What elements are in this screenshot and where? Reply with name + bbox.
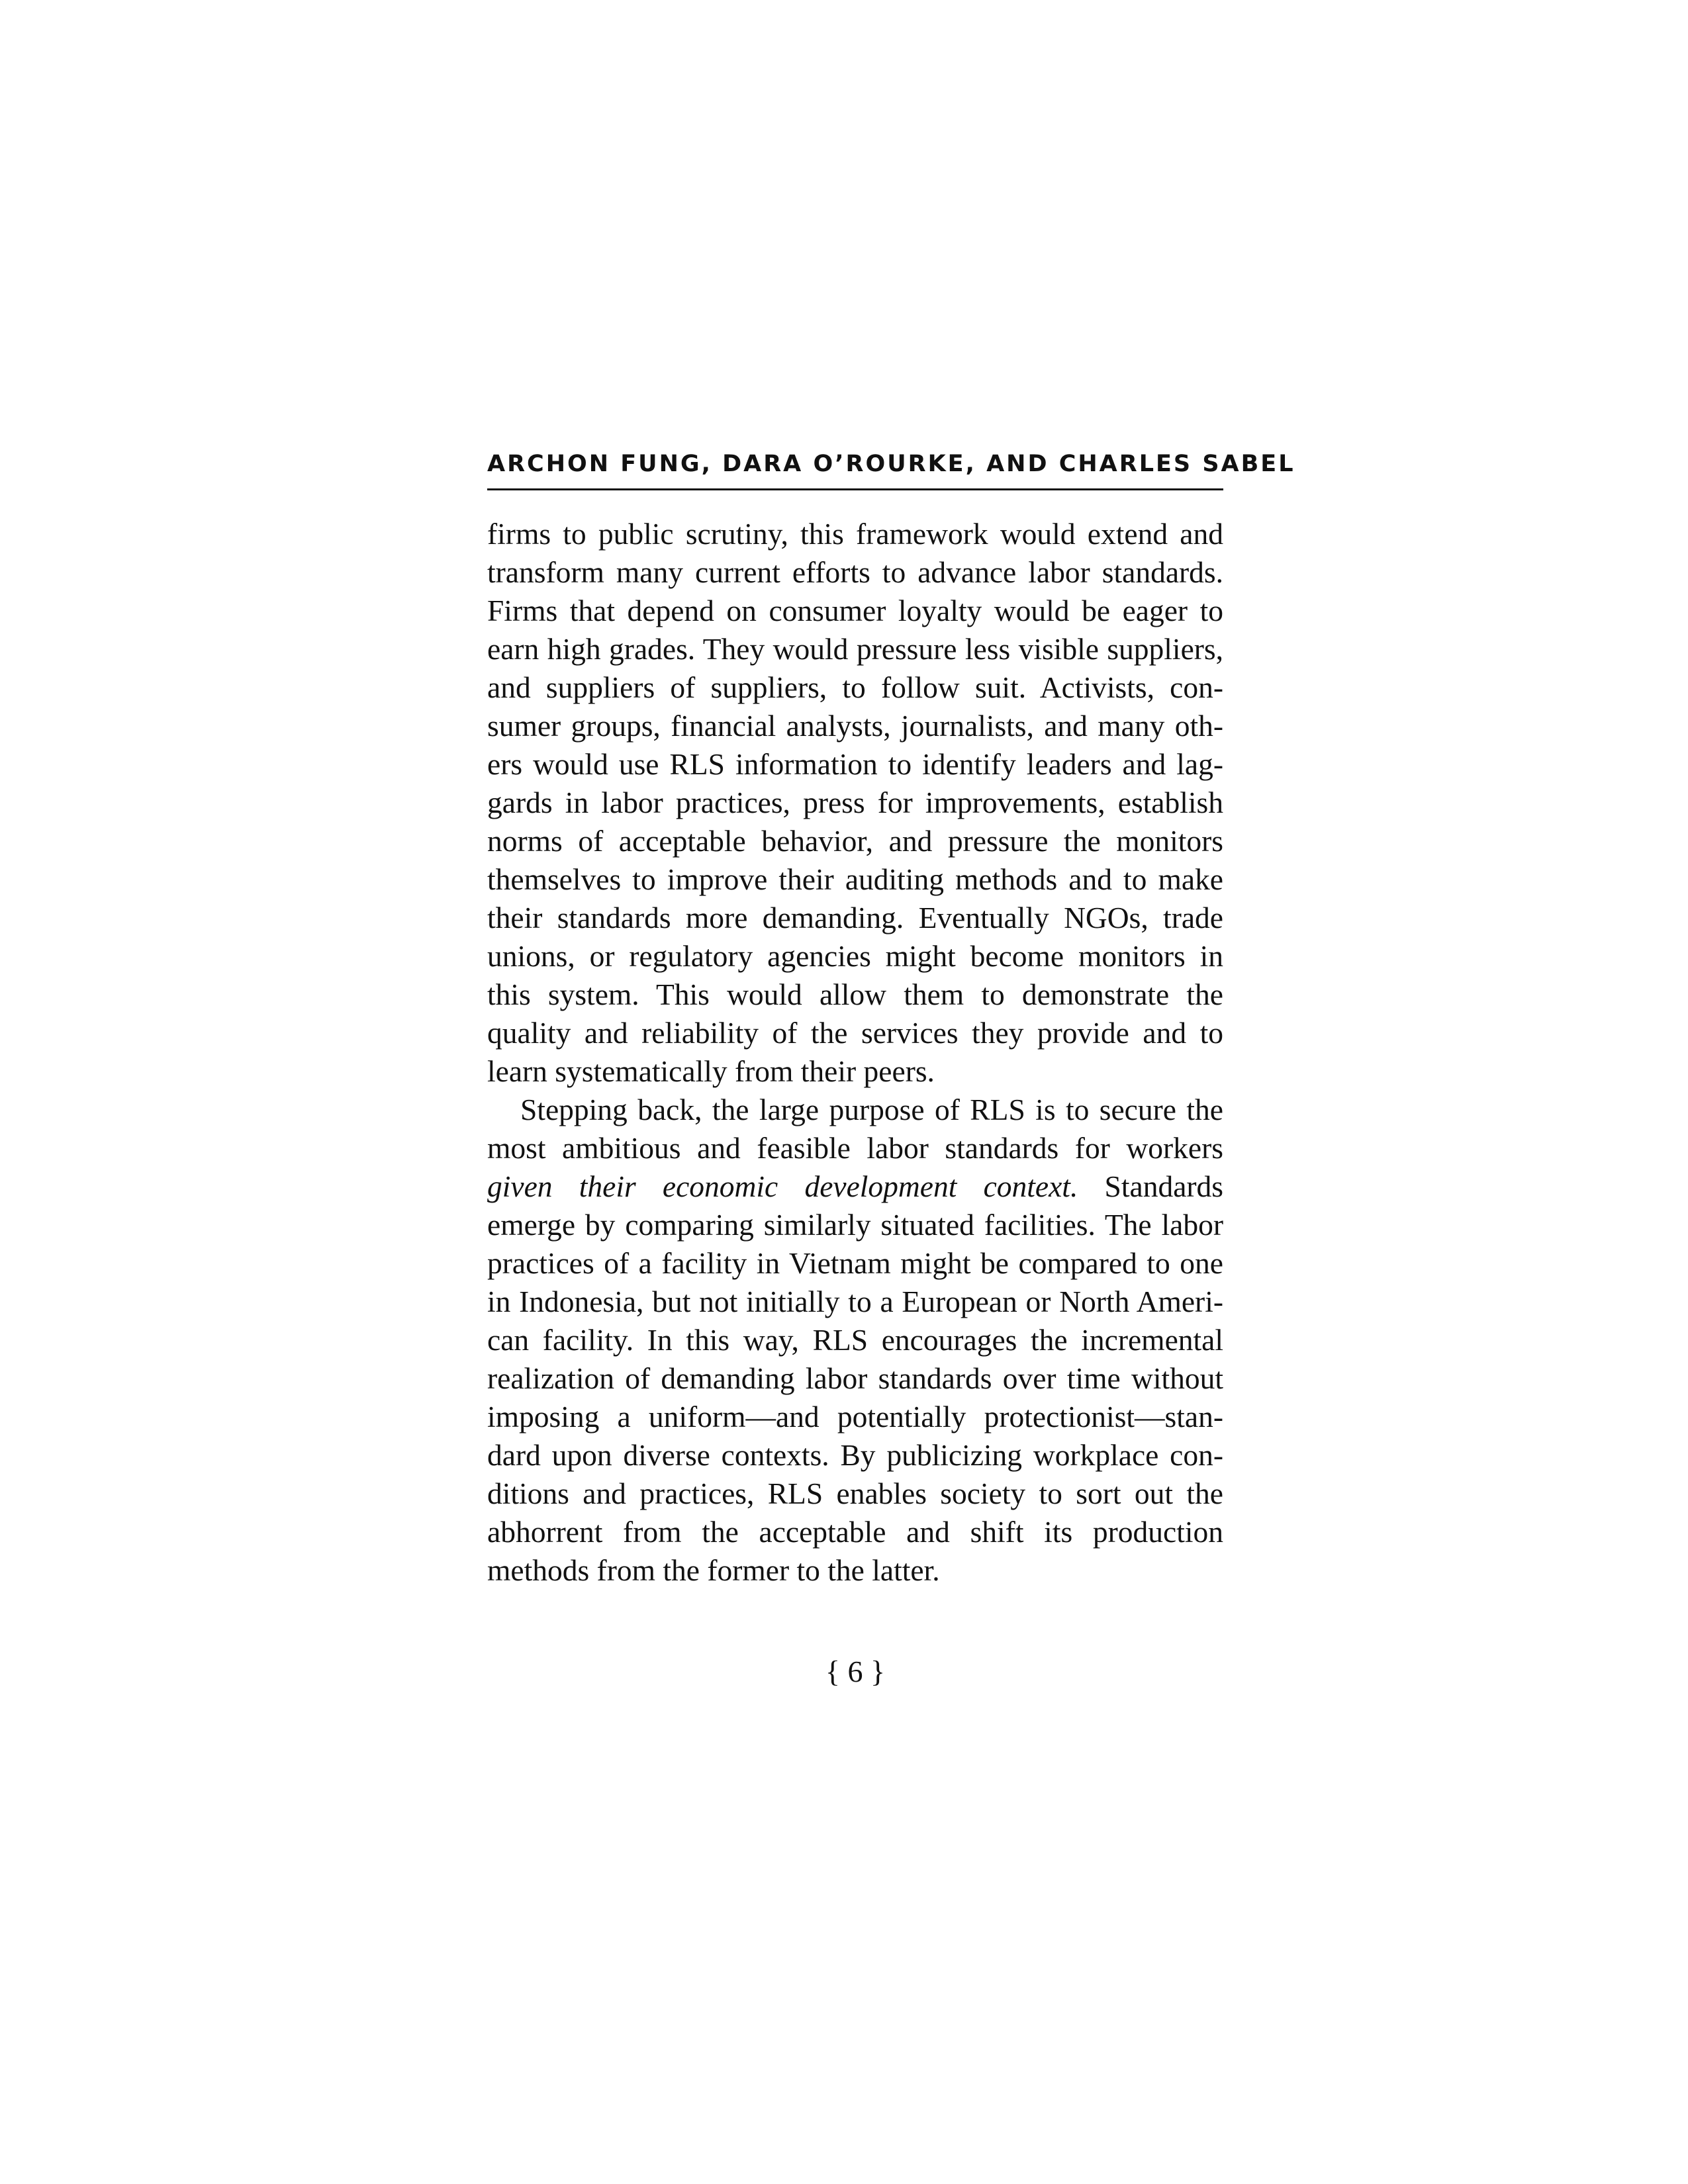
header-rule (487, 488, 1223, 490)
running-head: ARCHON FUNG, DARA O’ROURKE, AND CHARLES SABEL (487, 451, 1295, 477)
paragraph-2-end: Standards emerge by comparing similarly situated facilities. The labor practices of a facility in Vietnam might be compared to one in Indonesia, but not initially to a European or North American facility. In this way, RLS encourages the incremental realization of demanding labor standards over time without imposing a uniform—and potentially protectionist—standard upon diverse contexts. By publicizing workplace conditions and practices, RLS enables society to sort out the abhorrent from the acceptable and shift its production methods from the former to the latter. (487, 1169, 1224, 1587)
body-text (487, 515, 1223, 1590)
paragraph-2-italic-phrase: given their economic development context. (487, 1169, 1078, 1203)
page-number: { 6 } (825, 1655, 886, 1688)
paragraph-2-start: Stepping back, the large purpose of RLS is to secure the most ambitious and feasible labor standards for workers (487, 1093, 1223, 1165)
paragraph-1: firms to public scrutiny, this framework would extend and transform many current efforts to advance labor standards. Firms that depend on consumer loyalty would be eager to earn high grades. They would pressure less visible suppliers, and suppliers of suppliers, to follow suit. Activists, consumer groups, financial analysts, journalists, and many others would use RLS information to identify leaders and laggards in labor practices, press for improvements, establish norms of acceptable behavior, and pressure the monitors themselves to improve their auditing methods and to make their standards more demanding. Eventually NGOs, trade unions, or regulatory agencies might become monitors in this system. This would allow them to demonstrate the quality and reliability of the services they provide and to learn systematically from their peers. (487, 517, 1223, 1088)
paragraph-2 (487, 1091, 1223, 1590)
